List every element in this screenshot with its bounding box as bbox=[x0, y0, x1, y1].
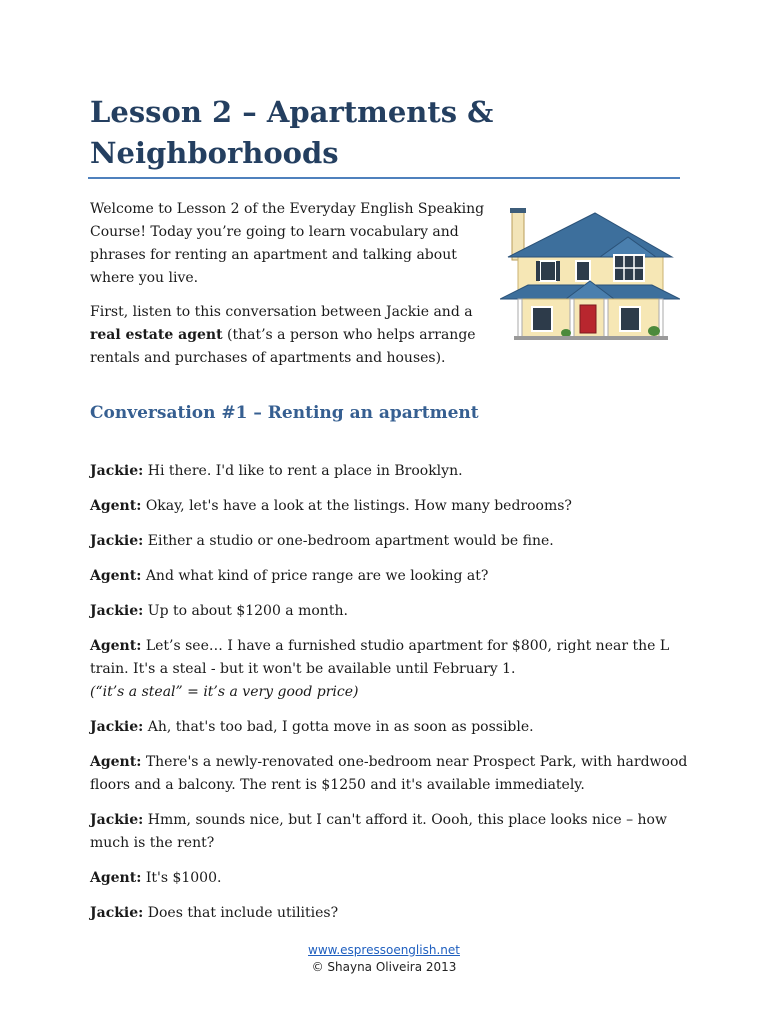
idiom-note: (“it’s a steal” = it’s a very good price) bbox=[90, 684, 359, 700]
dialogue-text: Hi there. I'd like to rent a place in Brooklyn. bbox=[143, 463, 463, 479]
dialogue-line bbox=[90, 565, 690, 588]
dialogue-line bbox=[90, 530, 690, 553]
title-divider bbox=[88, 177, 680, 179]
dialogue-line bbox=[90, 460, 690, 483]
copyright-text: © Shayna Oliveira 2013 bbox=[311, 960, 457, 974]
dialogue-line bbox=[90, 902, 690, 925]
website-link[interactable]: www.espressoenglish.net bbox=[308, 943, 460, 957]
speaker-label: Jackie: bbox=[90, 719, 144, 735]
dialogue-line bbox=[90, 716, 690, 739]
speaker-label: Agent: bbox=[90, 498, 142, 514]
dialogue-line bbox=[90, 867, 690, 890]
dialogue-text: Ah, that's too bad, I gotta move in as soon as possible. bbox=[143, 719, 534, 735]
term-real-estate-agent: real estate agent bbox=[90, 327, 223, 343]
dialogue-text: Let’s see… I have a furnished studio apartment for $800, right near the L train. It's a steal - but it won't be available until February 1. bbox=[90, 638, 670, 677]
dialogue-line bbox=[90, 809, 690, 855]
speaker-label: Agent: bbox=[90, 754, 142, 770]
dialogue-text: Up to about $1200 a month. bbox=[143, 603, 348, 619]
speaker-label: Jackie: bbox=[90, 812, 144, 828]
speaker-label: Agent: bbox=[90, 638, 142, 654]
speaker-label: Jackie: bbox=[90, 463, 144, 479]
dialogue-line bbox=[90, 751, 690, 797]
intro-text-definition: (that’s a person who helps arrange rentals and purchases of apartments and houses). bbox=[90, 327, 476, 366]
dialogue-text: Okay, let's have a look at the listings. How many bedrooms? bbox=[141, 498, 572, 514]
speaker-label: Jackie: bbox=[90, 603, 144, 619]
conversation bbox=[90, 460, 690, 937]
dialogue-text: There's a newly-renovated one-bedroom near Prospect Park, with hardwood floors and a balcony. The rent is $1250 and it's available immediately. bbox=[90, 754, 688, 793]
dialogue-line bbox=[90, 635, 690, 704]
intro-text: First, listen to this conversation between Jackie and a bbox=[90, 304, 473, 320]
page-title: Lesson 2 – Apartments & Neighborhoods bbox=[90, 95, 494, 170]
intro-section bbox=[90, 198, 490, 381]
dialogue-text: Does that include utilities? bbox=[143, 905, 339, 921]
intro-paragraph-2 bbox=[90, 301, 490, 370]
speaker-label: Jackie: bbox=[90, 533, 144, 549]
dialogue-text: Hmm, sounds nice, but I can't afford it. Oooh, this place looks nice – how much is the rent? bbox=[90, 812, 667, 851]
house-icon bbox=[500, 205, 680, 345]
section-heading: Conversation #1 – Renting an apartment bbox=[90, 403, 479, 423]
dialogue-line bbox=[90, 495, 690, 518]
intro-paragraph: Welcome to Lesson 2 of the Everyday English Speaking Course! Today you’re going to learn vocabulary and phrases for renting an apartment and talking about where you live. bbox=[90, 201, 485, 286]
speaker-label: Agent: bbox=[90, 870, 142, 886]
page-footer bbox=[0, 942, 768, 976]
speaker-label: Agent: bbox=[90, 568, 142, 584]
speaker-label: Jackie: bbox=[90, 905, 144, 921]
dialogue-line bbox=[90, 600, 690, 623]
dialogue-text: It's $1000. bbox=[141, 870, 222, 886]
dialogue-text: Either a studio or one-bedroom apartment would be fine. bbox=[143, 533, 554, 549]
dialogue-text: And what kind of price range are we looking at? bbox=[141, 568, 489, 584]
